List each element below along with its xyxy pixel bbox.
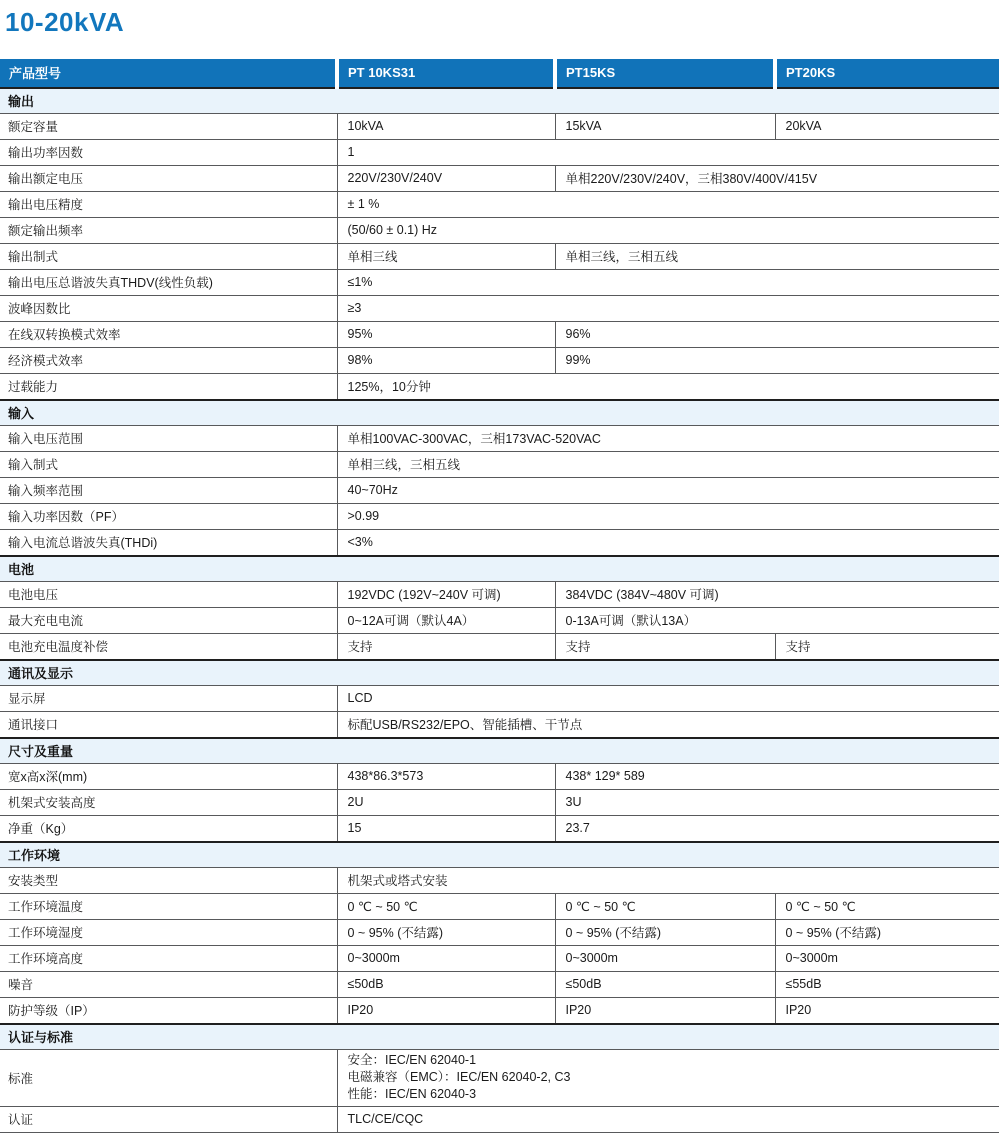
section-row-5: [0, 842, 999, 868]
spec-value: 0 ℃ ~ 50 ℃: [337, 893, 555, 919]
spec-value: 0~3000m: [555, 945, 775, 971]
spec-label: 在线双转换模式效率: [0, 321, 337, 347]
spec-row: [0, 373, 999, 400]
spec-value: 96%: [555, 321, 999, 347]
section-title: 工作环境: [0, 842, 999, 868]
section-row-0: [0, 88, 999, 114]
spec-value: 标配USB/RS232/EPO、智能插槽、干节点: [337, 711, 999, 738]
spec-value: 384VDC (384V~480V 可调): [555, 581, 999, 607]
spec-row: [0, 139, 999, 165]
spec-label: 波峰因数比: [0, 295, 337, 321]
spec-label: 安装类型: [0, 867, 337, 893]
spec-value: (50/60 ± 0.1) Hz: [337, 217, 999, 243]
spec-label: 输出功率因数: [0, 139, 337, 165]
spec-label: 显示屏: [0, 685, 337, 711]
spec-value: 15: [337, 815, 555, 842]
spec-label: 输出电压精度: [0, 191, 337, 217]
spec-value-line: 性能：IEC/EN 62040-3: [348, 1086, 999, 1103]
spec-label: 输出制式: [0, 243, 337, 269]
spec-value: TLC/CE/CQC: [337, 1106, 999, 1132]
spec-sheet-page: [0, 8, 999, 1107]
spec-value: 40~70Hz: [337, 477, 999, 503]
spec-label: 输出额定电压: [0, 165, 337, 191]
spec-value: 2U: [337, 789, 555, 815]
spec-label: 机架式安装高度: [0, 789, 337, 815]
spec-value: >0.99: [337, 503, 999, 529]
spec-value: IP20: [555, 997, 775, 1024]
spec-value: 0 ~ 95% (不结露): [555, 919, 775, 945]
spec-value: 支持: [337, 633, 555, 660]
spec-value: 0~3000m: [775, 945, 999, 971]
spec-value: 1: [337, 139, 999, 165]
spec-row: [0, 581, 999, 607]
spec-label: 经济模式效率: [0, 347, 337, 373]
header-cell-pt15ks: PT15KS: [555, 59, 775, 88]
section-title: 尺寸及重量: [0, 738, 999, 764]
spec-label: 额定容量: [0, 113, 337, 139]
spec-value: 单相220V/230V/240V，三相380V/400V/415V: [555, 165, 999, 191]
spec-label: 标准: [0, 1049, 337, 1106]
spec-label: 宽x高x深(mm): [0, 763, 337, 789]
spec-row: [0, 477, 999, 503]
section-title: 电池: [0, 556, 999, 582]
spec-label: 输入功率因数（PF）: [0, 503, 337, 529]
spec-row: [0, 529, 999, 556]
spec-value: ≤50dB: [555, 971, 775, 997]
header-cell-model: 产品型号: [0, 59, 337, 88]
spec-value: 支持: [775, 633, 999, 660]
spec-label: 最大充电电流: [0, 607, 337, 633]
spec-value: 0-13A可调（默认13A）: [555, 607, 999, 633]
section-row-4: [0, 738, 999, 764]
spec-value: [337, 1049, 999, 1106]
spec-value: 10kVA: [337, 113, 555, 139]
spec-value: 单相100VAC-300VAC，三相173VAC-520VAC: [337, 425, 999, 451]
spec-value: 单相三线，三相五线: [555, 243, 999, 269]
spec-table-body: [0, 88, 999, 1133]
spec-row: [0, 997, 999, 1024]
spec-label: 输入电压范围: [0, 425, 337, 451]
spec-row: [0, 113, 999, 139]
spec-label: 电池电压: [0, 581, 337, 607]
spec-value: 0 ~ 95% (不结露): [775, 919, 999, 945]
spec-row: [0, 763, 999, 789]
spec-row: [0, 191, 999, 217]
table-header-row: [0, 59, 999, 88]
spec-row: [0, 789, 999, 815]
spec-value-line: 安全：IEC/EN 62040-1: [348, 1052, 999, 1069]
spec-value: ≤55dB: [775, 971, 999, 997]
spec-label: 输出电压总谐波失真THDV(线性负载): [0, 269, 337, 295]
spec-value: 438* 129* 589: [555, 763, 999, 789]
spec-row: [0, 425, 999, 451]
spec-row: [0, 607, 999, 633]
spec-table: [0, 59, 999, 1133]
spec-label: 认证: [0, 1106, 337, 1132]
spec-label: 电池充电温度补偿: [0, 633, 337, 660]
spec-value: ≤1%: [337, 269, 999, 295]
spec-label: 防护等级（IP）: [0, 997, 337, 1024]
spec-row: [0, 919, 999, 945]
spec-value: 0 ~ 95% (不结露): [337, 919, 555, 945]
spec-value: ± 1 %: [337, 191, 999, 217]
section-title: 认证与标准: [0, 1024, 999, 1050]
spec-row: [0, 243, 999, 269]
spec-value: 机架式或塔式安装: [337, 867, 999, 893]
spec-value: 95%: [337, 321, 555, 347]
spec-value: 0~12A可调（默认4A）: [337, 607, 555, 633]
spec-label: 输入频率范围: [0, 477, 337, 503]
spec-label: 工作环境温度: [0, 893, 337, 919]
spec-value: 125%，10分钟: [337, 373, 999, 400]
spec-value: 0 ℃ ~ 50 ℃: [775, 893, 999, 919]
spec-label: 输入制式: [0, 451, 337, 477]
spec-label: 净重（Kg）: [0, 815, 337, 842]
spec-label: 过载能力: [0, 373, 337, 400]
spec-label: 额定输出频率: [0, 217, 337, 243]
spec-value: 220V/230V/240V: [337, 165, 555, 191]
spec-row: [0, 945, 999, 971]
page-title: 10-20kVA: [5, 8, 999, 38]
spec-value: 单相三线: [337, 243, 555, 269]
section-row-3: [0, 660, 999, 686]
spec-label: 输入电流总谐波失真(THDi): [0, 529, 337, 556]
spec-row: [0, 295, 999, 321]
spec-row: [0, 321, 999, 347]
section-title: 输入: [0, 400, 999, 426]
spec-row: [0, 269, 999, 295]
spec-row: [0, 503, 999, 529]
spec-value: ≥3: [337, 295, 999, 321]
spec-label: 工作环境湿度: [0, 919, 337, 945]
spec-row: [0, 1106, 999, 1132]
spec-value: 15kVA: [555, 113, 775, 139]
spec-value: 99%: [555, 347, 999, 373]
spec-value: 单相三线，三相五线: [337, 451, 999, 477]
spec-label: 通讯接口: [0, 711, 337, 738]
spec-row: [0, 165, 999, 191]
spec-row: [0, 867, 999, 893]
spec-value-line: 电磁兼容（EMC）：IEC/EN 62040-2, C3: [348, 1069, 999, 1086]
spec-value: 0~3000m: [337, 945, 555, 971]
section-row-1: [0, 400, 999, 426]
spec-row: [0, 451, 999, 477]
spec-value: ≤50dB: [337, 971, 555, 997]
spec-value: 98%: [337, 347, 555, 373]
spec-value: 192VDC (192V~240V 可调): [337, 581, 555, 607]
spec-row: [0, 815, 999, 842]
section-row-2: [0, 556, 999, 582]
spec-value: 支持: [555, 633, 775, 660]
spec-value: 438*86.3*573: [337, 763, 555, 789]
header-cell-pt10ks31: PT 10KS31: [337, 59, 555, 88]
spec-row: [0, 633, 999, 660]
section-row-6: [0, 1024, 999, 1050]
spec-row: [0, 893, 999, 919]
spec-value: 20kVA: [775, 113, 999, 139]
spec-value: 0 ℃ ~ 50 ℃: [555, 893, 775, 919]
spec-label: 工作环境高度: [0, 945, 337, 971]
spec-row: [0, 347, 999, 373]
spec-label: 噪音: [0, 971, 337, 997]
spec-value: 23.7: [555, 815, 999, 842]
spec-value: IP20: [337, 997, 555, 1024]
spec-value: IP20: [775, 997, 999, 1024]
spec-value: <3%: [337, 529, 999, 556]
spec-row: [0, 217, 999, 243]
spec-row: [0, 971, 999, 997]
spec-row: [0, 685, 999, 711]
header-cell-pt20ks: PT20KS: [775, 59, 999, 88]
spec-value: LCD: [337, 685, 999, 711]
section-title: 通讯及显示: [0, 660, 999, 686]
spec-row: [0, 711, 999, 738]
spec-row: [0, 1049, 999, 1106]
spec-value: 3U: [555, 789, 999, 815]
section-title: 输出: [0, 88, 999, 114]
